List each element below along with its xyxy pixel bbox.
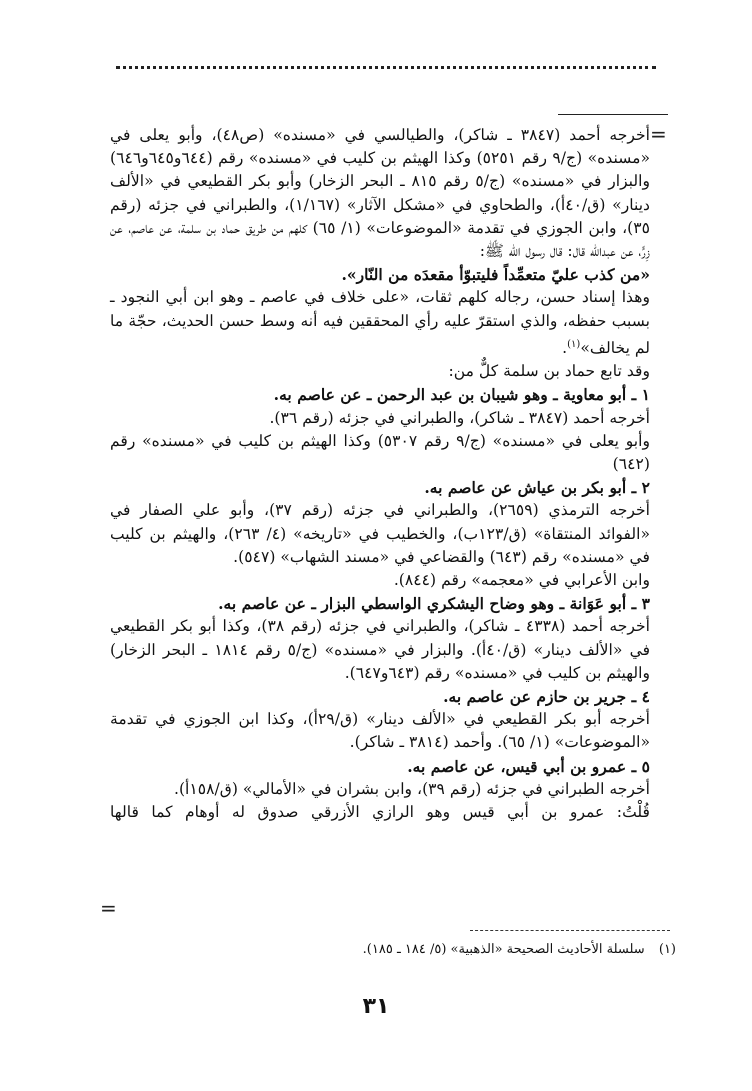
top-rule bbox=[558, 114, 668, 115]
narrator-3: ٣ ـ أبو عَوَانة ـ وهو وضاح اليشكري الواسطي البزار ـ عن عاصم به. bbox=[218, 594, 650, 614]
paragraph-16: أخرجه الطبراني في جزئه (رقم ٣٩)، وابن بشران في «الأمالي» (ق/١٥٨أ). bbox=[173, 779, 650, 798]
footnote-text: سلسلة الأحاديث الصحيحة «الذهبية» (٥/ ١٨٤ ـ ١٨٥). bbox=[362, 942, 645, 957]
paragraph-10: وابن الأعرابي في «معجمه» رقم (٨٤٤). bbox=[393, 571, 650, 590]
paragraph-1: أخرجه أحمد (٣٨٤٧ ـ شاكر)، والطيالسي في «مسنده» (ص٤٨)، وأبو يعلى في «مسنده» (ج/٩ رقم ٥٢٥١) وكذا الهيثم بن كليب في «مسنده» رقم (٦٤٤و٦٤٥و٦٤٦) والبزار في «مسنده» (ج/٥ رقم ٨١٥ ـ البحر الزخار) وأبو بكر القطيعي في «الألف دينار» (ق/٤٠أ)، والطحاوي في «مشكل الآثار» (١/١٦٧)، والطبراني في جزئه (رقم ٣٥)، وابن الجوزي في تقدمة «الموضوعات» (١/ ٦٥) كلهم من طريق حماد بن سلمة، عن عاصم، عن زِرٍّ، عن عبدالله قال: قال رسول الله ﷺ: bbox=[110, 126, 651, 261]
paragraph-3-period: . bbox=[562, 339, 568, 358]
paragraph-3-text: وهذا إسناد حسن، رجاله كلهم ثقات، «على خلاف في عاصم ـ وهو ابن أبي النجود ـ بسبب حفظه، والذي استقرّ عليه رأي المحققين فيه أنه وسط حسن الحديث، حجّة ما لم يخالف» bbox=[110, 288, 650, 358]
paragraph-12: أخرجه أحمد (٤٣٣٨ ـ شاكر)، والطبراني في جزئه (رقم ٣٨)، وكذا أبو بكر القطيعي في «الألف دينار» (ق/٤٠أ). والبزار في «مسنده» (ج/٥ رقم ١٨١٤ ـ البحر الزخار) والهيثم بن كليب في «مسنده» رقم (٦٤٣و٦٤٧). bbox=[110, 617, 651, 682]
narrator-1: ١ ـ أبو معاوية ـ وهو شيبان بن عبد الرحمن ـ عن عاصم به. bbox=[273, 385, 650, 405]
header-dotted-rule bbox=[116, 66, 656, 69]
continuation-mark-bottom: = bbox=[100, 896, 117, 920]
page-number: ٣١ bbox=[362, 994, 390, 1019]
narrator-2: ٢ ـ أبو بكر بن عياش عن عاصم به. bbox=[424, 478, 650, 498]
main-text bbox=[110, 124, 650, 824]
paragraph-17: قُلْتُ: عمرو بن أبي قيس وهو الرازي الأزرقي صدوق له أوهام كما قالها bbox=[110, 803, 650, 822]
footnote-ref: (١) bbox=[567, 338, 581, 350]
paragraph-6: أخرجه أحمد (٣٨٤٧ ـ شاكر)، والطبراني في جزئه (رقم ٣٦). bbox=[269, 408, 650, 427]
paragraph-9: أخرجه الترمذي (٢٦٥٩)، والطبراني في جزئه (رقم ٣٧)، وأبو علي الصفار في «الفوائد المنتقاة» (ق/١٢٣ب)، والخطيب في «تاريخه» (٤/ ٢٦٣)، والهيثم بن كليب في «مسنده» رقم (٦٤٣) والقضاعي في «مسند الشهاب» (٥٤٧). bbox=[110, 501, 650, 566]
paragraph-14: أخرجه أبو بكر القطيعي في «الألف دينار» (ق/٢٩أ)، وكذا ابن الجوزي في تقدمة «الموضوعات» (١/ ٦٥). وأحمد (٣٨١٤ ـ شاكر). bbox=[110, 710, 650, 752]
narrator-4: ٤ ـ جرير بن حازم عن عاصم به. bbox=[443, 687, 650, 707]
paragraph-7: وأبو يعلى في «مسنده» (ج/٩ رقم ٥٣٠٧) وكذا الهيثم بن كليب في «مسنده» رقم (٦٤٢) bbox=[110, 431, 650, 474]
paragraph-4: وقد تابع حماد بن سلمة كلٌّ من: bbox=[448, 362, 650, 381]
footnote-number: (١) bbox=[658, 942, 676, 957]
footnote-separator bbox=[470, 930, 670, 931]
paragraph-3 bbox=[110, 286, 650, 360]
narrator-5: ٥ ـ عمرو بن أبي قيس، عن عاصم به. bbox=[407, 756, 650, 776]
hadith-text: «من كذب عليّ متعمِّداً فليتبوّأ مقعدَه من النّار». bbox=[341, 265, 650, 285]
continuation-mark-top: = bbox=[650, 122, 667, 146]
footnote bbox=[110, 940, 676, 960]
